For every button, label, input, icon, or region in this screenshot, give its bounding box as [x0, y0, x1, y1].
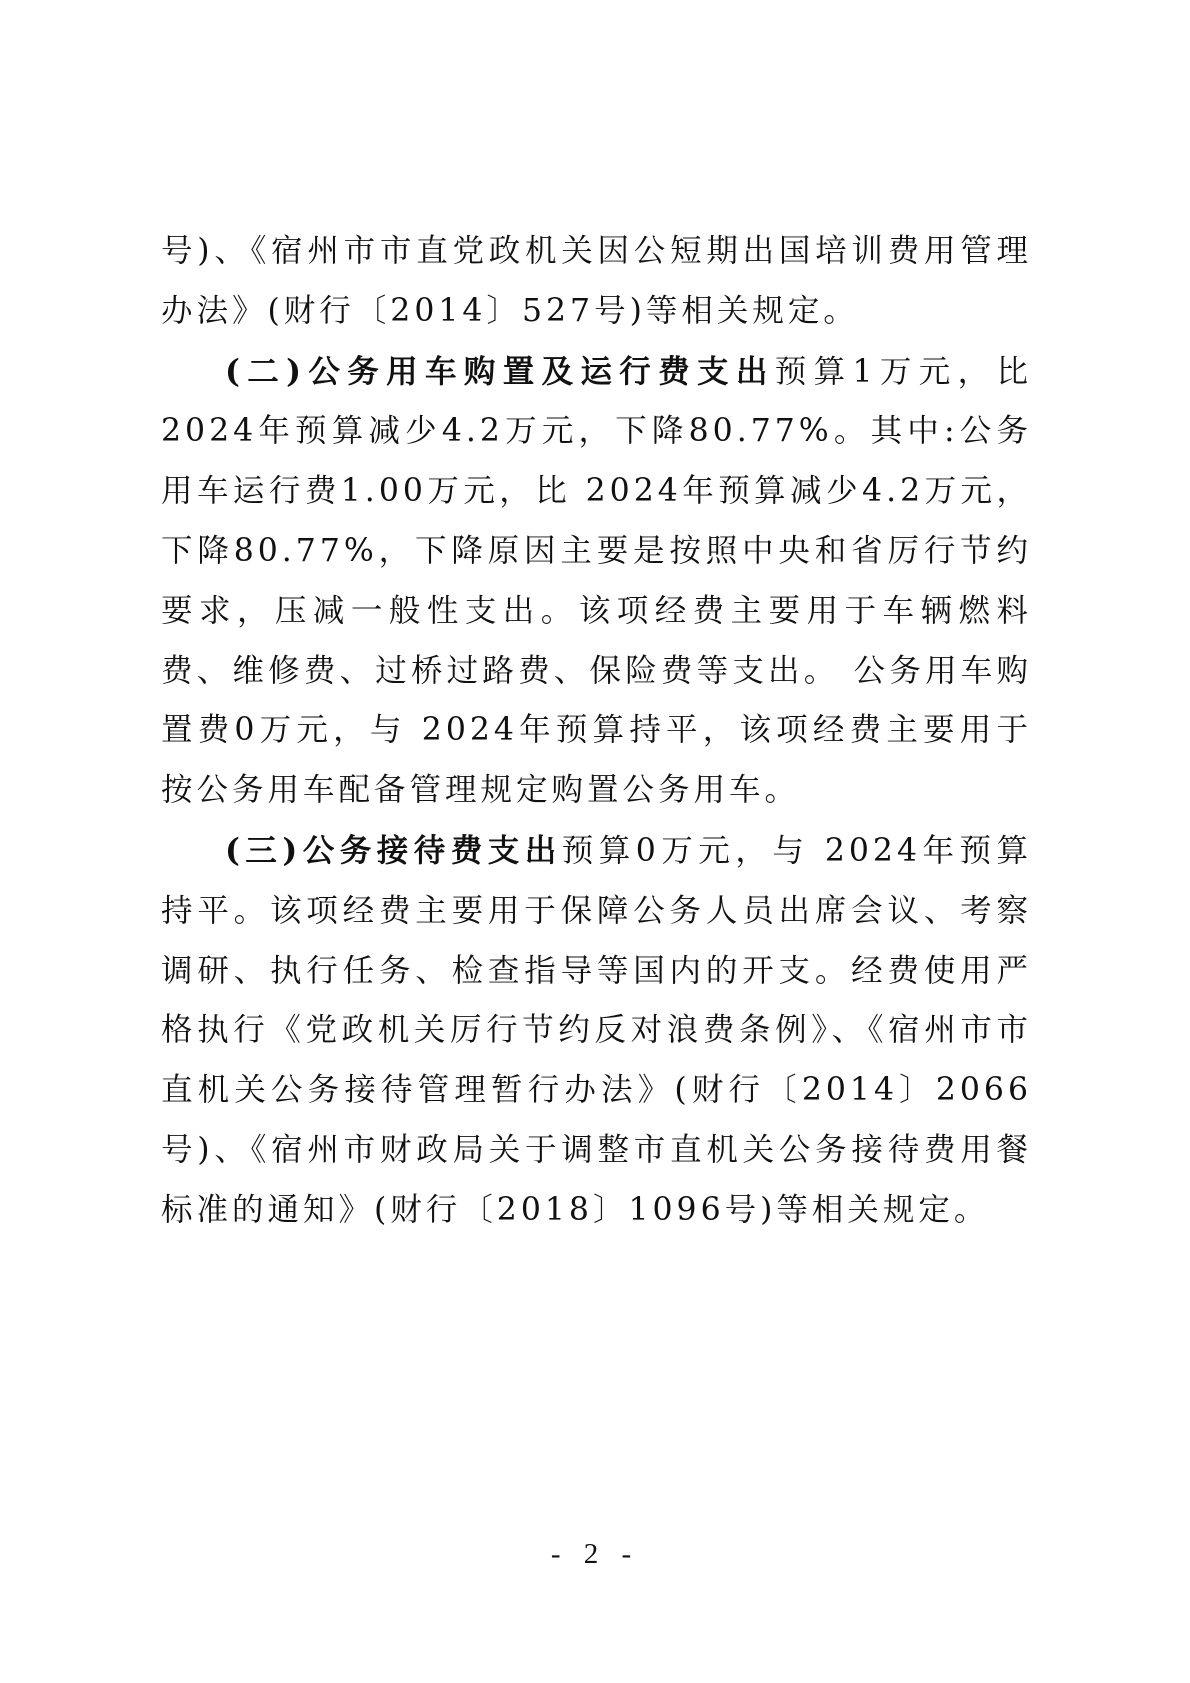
paragraph-vehicle-expenses	[161, 342, 1032, 821]
section-heading-vehicle: (二)公务用车购置及运行费支出	[225, 352, 775, 390]
paragraph-text: 预算0万元，与 2024年预算持平。该项经费主要用于保障公务人员出席会议、考察调研、执行任务、检查指导等国内的开支。经费使用严格执行《党政机关厉行节约反对浪费条例》、《宿州市市直机关公务接待管理暂行办法》(财行〔2014〕2066号)、《宿州市财政局关于调整市直机关公务接待费用餐标准的通知》(财行〔2018〕1096号)等相关规定。	[161, 832, 1032, 1228]
paragraph-reception-expenses	[161, 821, 1032, 1241]
paragraph-continuation	[161, 222, 1032, 342]
document-body	[161, 222, 1032, 1241]
page-number: - 2 -	[550, 1538, 640, 1570]
section-heading-reception: (三)公务接待费支出	[225, 831, 562, 869]
paragraph-text: 号)、《宿州市市直党政机关因公短期出国培训费用管理办法》(财行〔2014〕527号)等相关规定。	[161, 233, 1032, 329]
paragraph-text: 预算1万元，比2024年预算减少4.2万元，下降80.77%。其中:公务用车运行费1.00万元，比 2024年预算减少4.2万元，下降80.77%，下降原因主要是按照中央和省厉行节约要求，压减一般性支出。该项经费主要用于车辆燃料费、维修费、过桥过路费、保险费等支出。 公务用车购置费0万元，与 2024年预算持平，该项经费主要用于按公务用车配备管理规定购置公务用车。	[161, 353, 1033, 809]
